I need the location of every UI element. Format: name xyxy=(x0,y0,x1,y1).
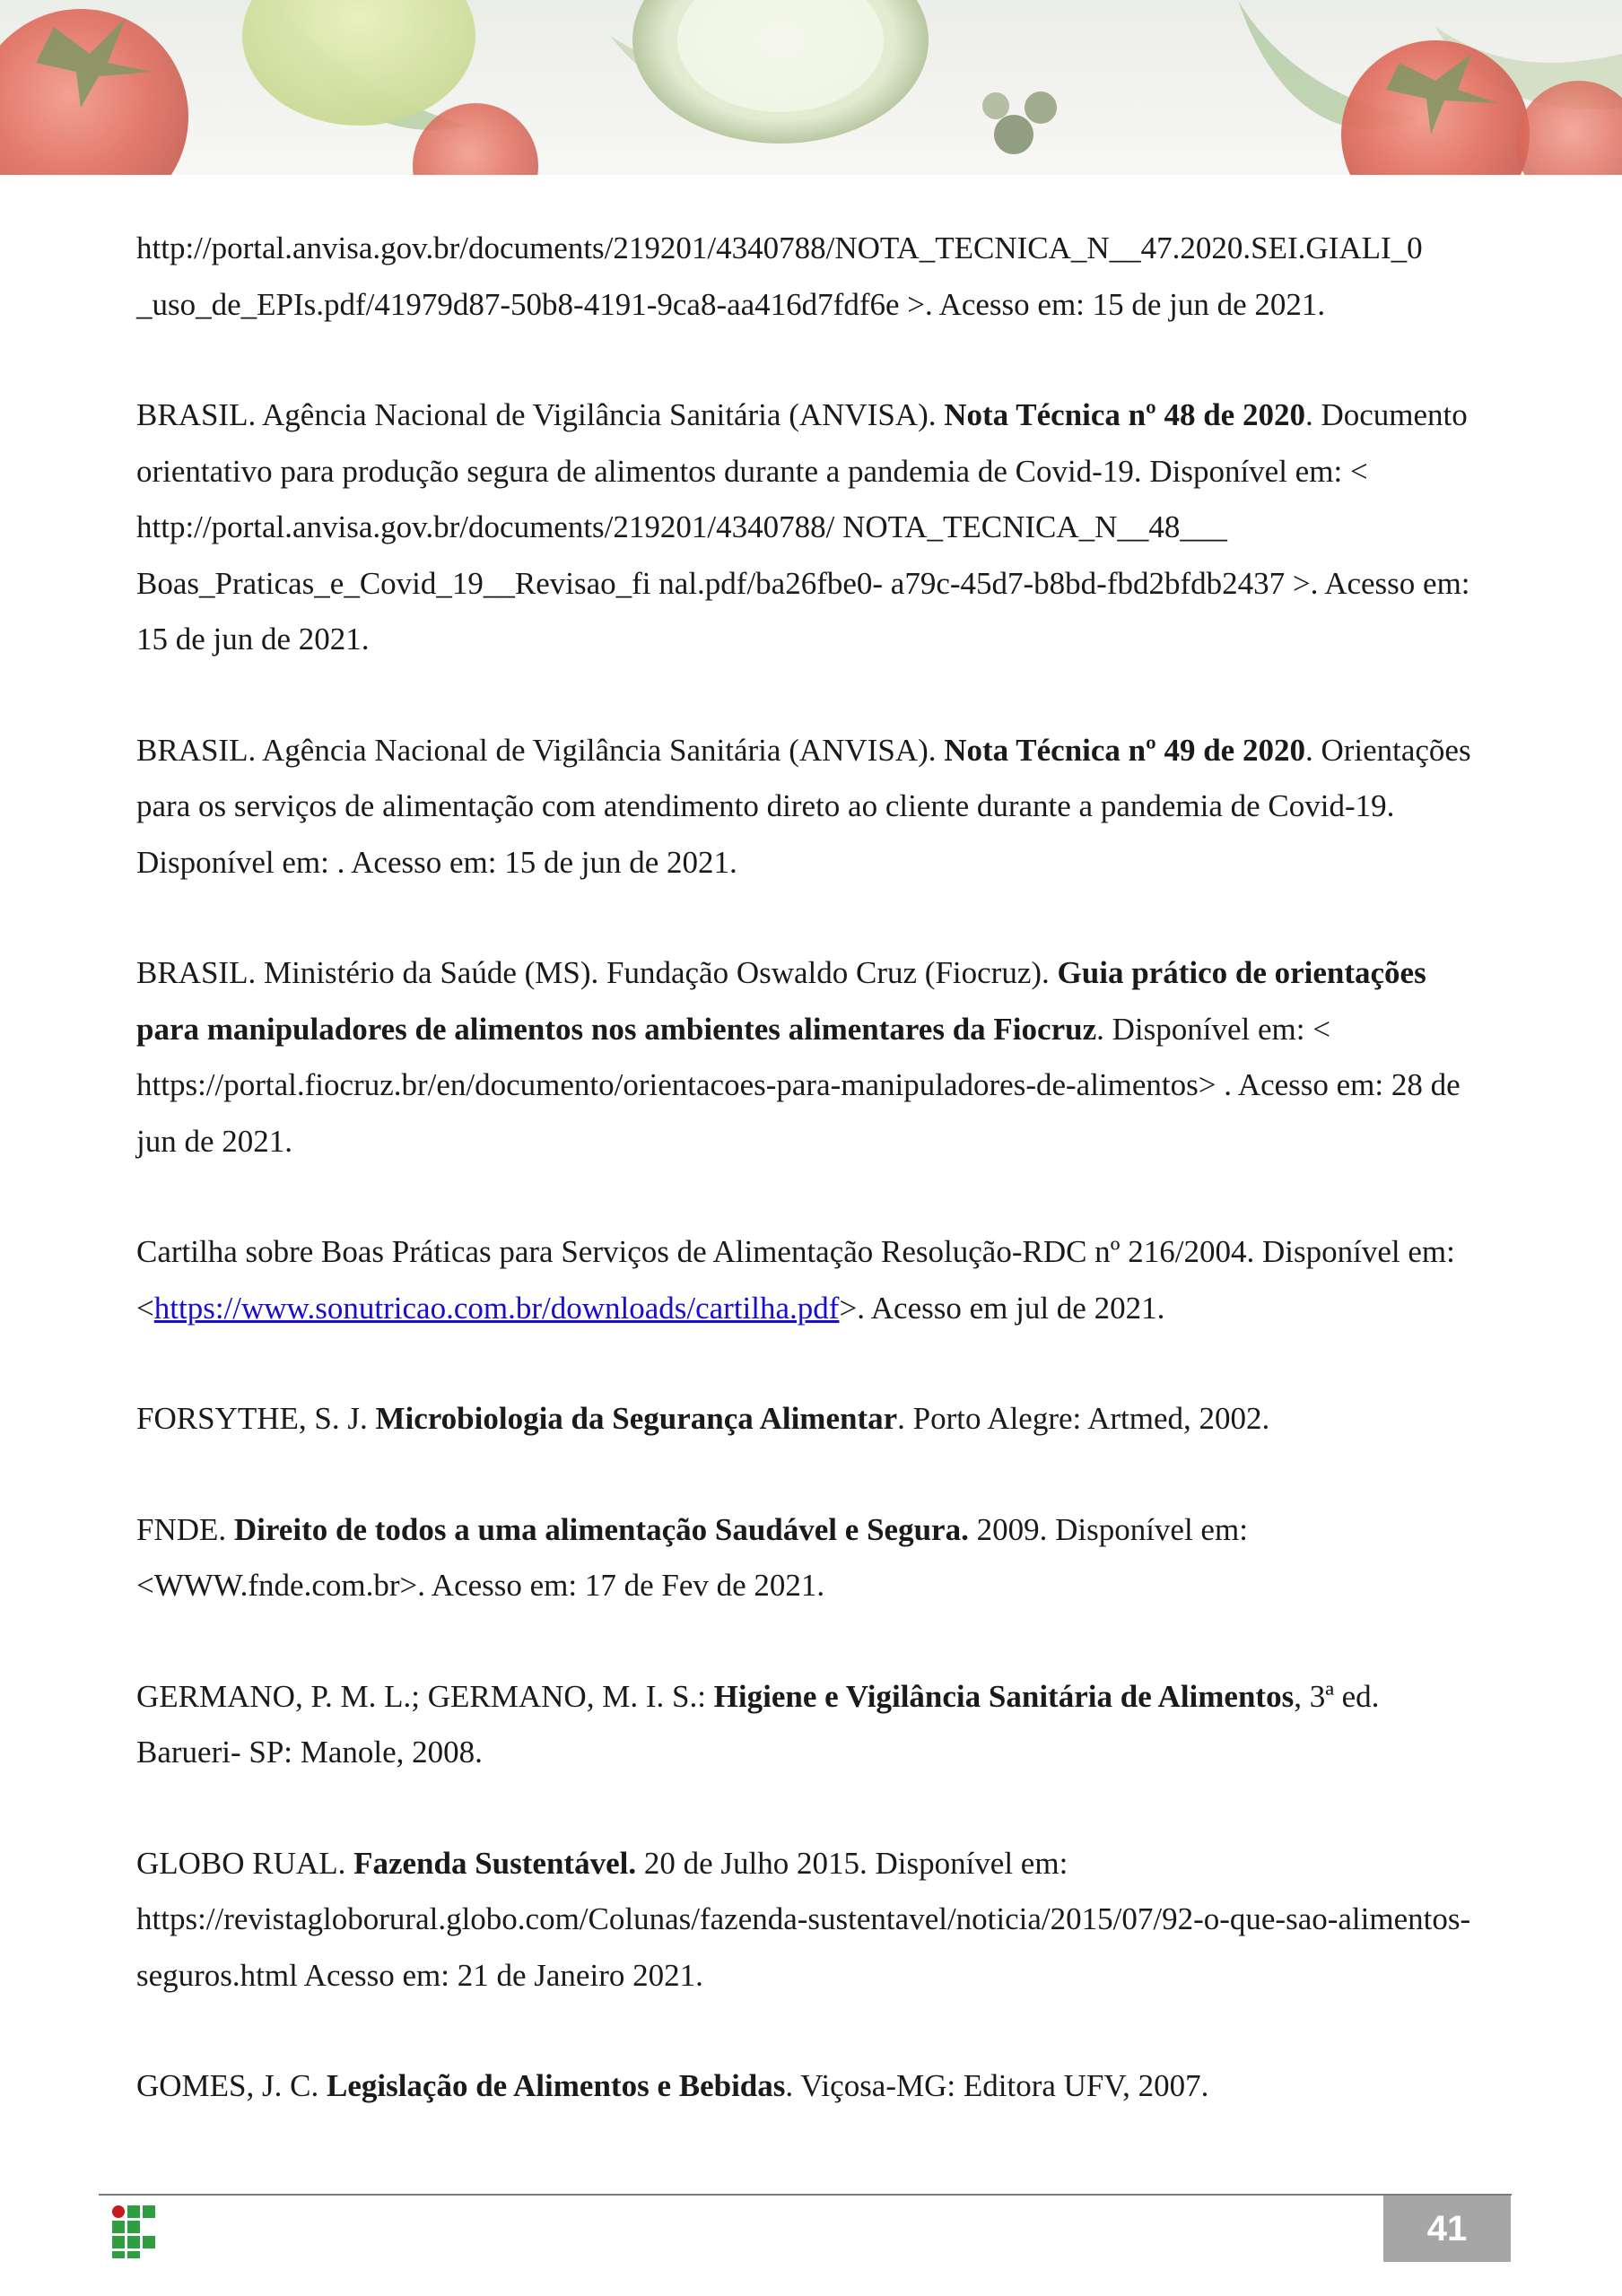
reference-text: 20 de Julho 2015. Disponível em: https://revistagloborural.globo.com/Colunas/fazenda-sustentavel/noticia/2015/07/92-o-que-sao-alimentos-seguros.html Acesso em: 21 de Janeiro 2021. xyxy=(136,1845,1471,1993)
references-list xyxy=(136,221,1491,2170)
reference-title: Guia prático de orientações para manipuladores de alimentos nos ambientes alimentares da Fiocruz xyxy=(136,955,1426,1047)
reference-title: Higiene e Vigilância Sanitária de Alimentos xyxy=(713,1678,1295,1714)
vegetables-banner-art xyxy=(0,0,1622,175)
reference-entry xyxy=(136,2058,1491,2115)
reference-text: FNDE. xyxy=(136,1511,234,1547)
reference-entry xyxy=(136,1502,1491,1614)
reference-text: . Orientações para os serviços de alimentação com atendimento direto ao cliente durante a pandemia de Covid-19. Disponível em: . Acesso em: 15 de jun de 2021. xyxy=(136,732,1471,880)
reference-text: . Viçosa-MG: Editora UFV, 2007. xyxy=(785,2068,1209,2103)
reference-text: >. Acesso em jul de 2021. xyxy=(839,1290,1165,1326)
reference-text: FORSYTHE, S. J. xyxy=(136,1401,376,1436)
reference-entry xyxy=(136,1224,1491,1336)
reference-entry xyxy=(136,723,1491,891)
reference-entry xyxy=(136,945,1491,1170)
reference-title: Nota Técnica nº 49 de 2020 xyxy=(944,732,1305,768)
vegetables-banner-image xyxy=(0,0,1622,175)
reference-title: Legislação de Alimentos e Bebidas xyxy=(326,2068,786,2103)
footer-divider xyxy=(99,2194,1512,2196)
reference-text: 2009. Disponível em: <WWW.fnde.com.br>. Acesso em: 17 de Fev de 2021. xyxy=(136,1511,1248,1603)
reference-text: . Porto Alegre: Artmed, 2002. xyxy=(897,1401,1270,1436)
reference-entry xyxy=(136,1836,1491,2005)
institute-logo-icon xyxy=(111,2205,158,2258)
reference-text: BRASIL. Agência Nacional de Vigilância Sanitária (ANVISA). xyxy=(136,397,945,432)
reference-title: Direito de todos a uma alimentação Saudável e Segura. xyxy=(233,1511,969,1547)
page-number: 41 xyxy=(1383,2196,1511,2262)
reference-text: GOMES, J. C. xyxy=(136,2068,327,2103)
reference-text: , 3ª ed. Barueri- SP: Manole, 2008. xyxy=(136,1678,1380,1770)
reference-text: http://portal.anvisa.gov.br/documents/219201/4340788/NOTA_TECNICA_N__47.2020.SEI.GIALI_0 _uso_de_EPIs.pdf/41979d87-50b8-4191-9ca8-aa416d7fdf6e >. Acesso em: 15 de jun de 2021. xyxy=(136,230,1423,322)
reference-text: BRASIL. Ministério da Saúde (MS). Fundação Oswaldo Cruz (Fiocruz). xyxy=(136,955,1058,990)
reference-text: GLOBO RUAL. xyxy=(136,1845,354,1881)
reference-entry xyxy=(136,1391,1491,1448)
reference-title: Fazenda Sustentável. xyxy=(353,1845,637,1881)
reference-text: . Documento orientativo para produção segura de alimentos durante a pandemia de Covid-19. Disponível em: < http://portal.anvisa.gov.br/documents/219201/4340788/ NOTA_TECNICA_N__48___ Boas_Praticas_e_Covid_19__Revisao_fi nal.pdf/ba26fbe0- a79c-45d7-b8bd-fbd2bfdb2437 >. Acesso em: 15 de jun de 2021. xyxy=(136,397,1470,657)
reference-entry xyxy=(136,221,1491,333)
reference-title: Nota Técnica nº 48 de 2020 xyxy=(944,397,1305,432)
reference-text: GERMANO, P. M. L.; GERMANO, M. I. S.: xyxy=(136,1678,714,1714)
reference-text: BRASIL. Agência Nacional de Vigilância Sanitária (ANVISA). xyxy=(136,732,945,768)
logo-red-dot xyxy=(112,2205,125,2218)
reference-entry xyxy=(136,387,1491,668)
reference-text: . Disponível em: < https://portal.fiocruz.br/en/documento/orientacoes-para-manipuladores-de-alimentos> . Acesso em: 28 de jun de 2021. xyxy=(136,1011,1461,1159)
reference-title: Microbiologia da Segurança Alimentar xyxy=(375,1401,898,1436)
reference-link[interactable]: https://www.sonutricao.com.br/downloads/cartilha.pdf xyxy=(153,1290,840,1326)
reference-text: Cartilha sobre Boas Práticas para Serviços de Alimentação Resolução-RDC nº 216/2004. Disponível em: < xyxy=(136,1234,1455,1326)
reference-entry xyxy=(136,1669,1491,1781)
